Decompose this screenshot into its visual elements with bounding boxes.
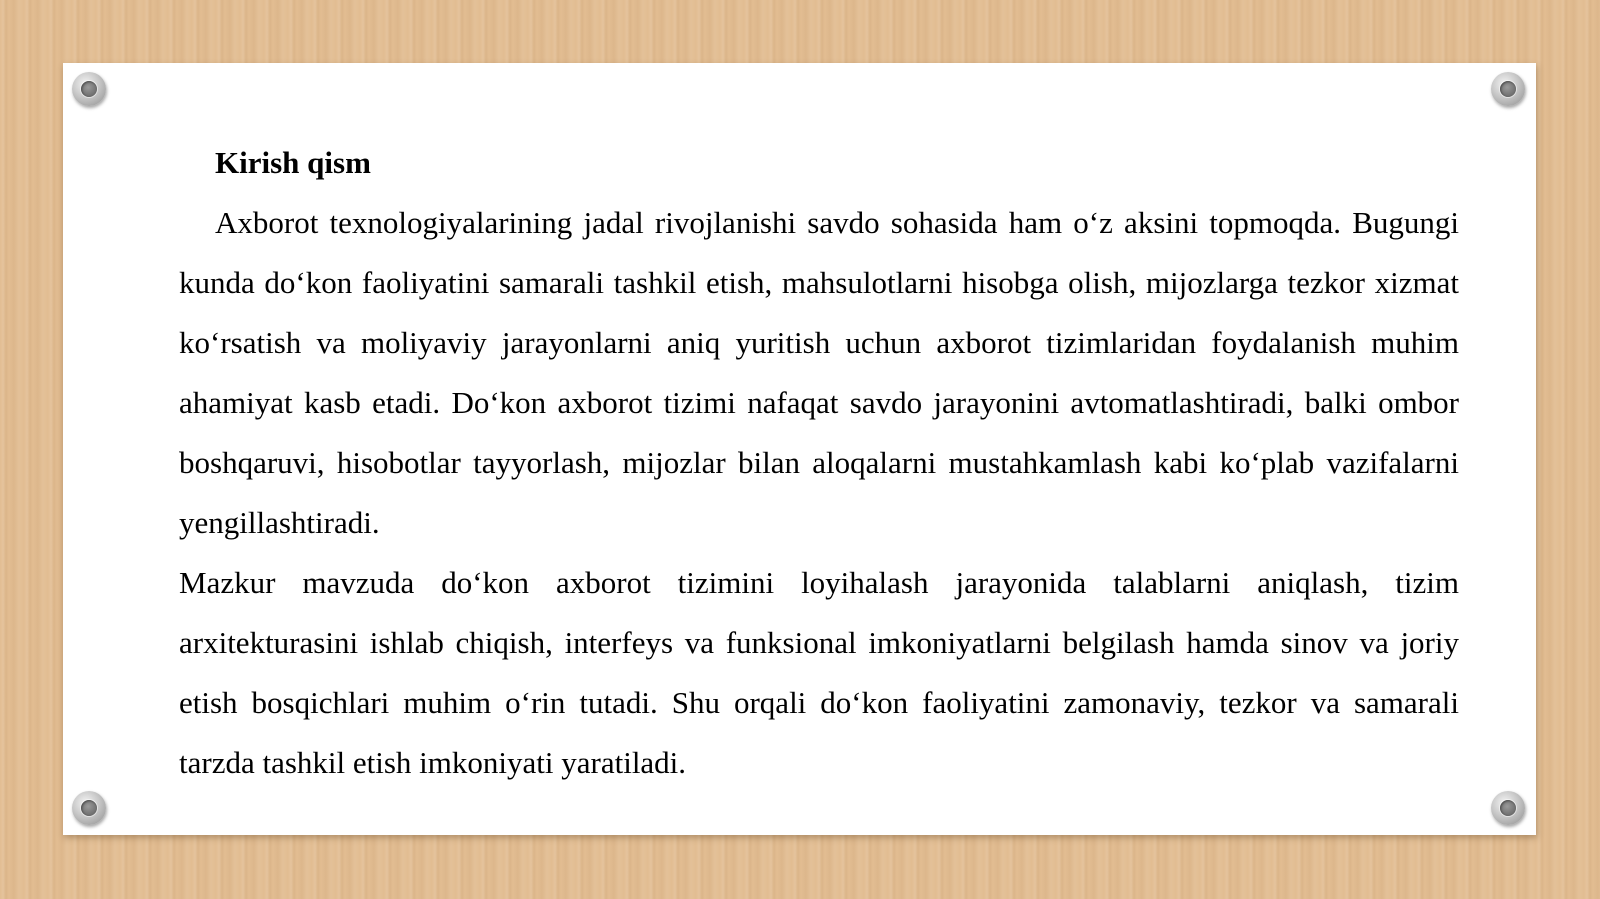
pin-icon xyxy=(72,791,106,825)
slide-board xyxy=(63,63,1536,835)
pin-icon xyxy=(1491,791,1525,825)
pin-icon xyxy=(72,72,106,106)
slide-content xyxy=(179,133,1459,793)
paragraph-topic: Mazkur mavzuda do‘kon axborot tizimini loyihalash jarayonida talablarni aniqlash, tizim arxitekturasini ishlab chiqish, interfeys va funksional imkoniyatlarni belgilash hamda sinov va joriy etish bosqichlari muhim o‘rin tutadi. Shu orqali do‘kon faoliyatini zamonaviy, tezkor va samarali tarzda tashkil etish imkoniyati yaratiladi. xyxy=(179,565,1459,780)
pin-icon xyxy=(1491,72,1525,106)
slide-heading: Kirish qism xyxy=(215,145,371,180)
paragraph-intro: Axborot texnologiyalarining jadal rivojlanishi savdo sohasida ham o‘z aksini topmoqda. Bugungi kunda do‘kon faoliyatini samarali tashkil etish, mahsulotlarni hisobga olish, mijozlarga tezkor xizmat ko‘rsatish va moliyaviy jarayonlarni aniq yuritish uchun axborot tizimlaridan foydalanish muhim ahamiyat kasb etadi. Do‘kon axborot tizimi nafaqat savdo jarayonini avtomatlashtiradi, balki ombor boshqaruvi, hisobotlar tayyorlash, mijozlar bilan aloqalarni mustahkamlash kabi ko‘plab vazifalarni yengillashtiradi. xyxy=(179,205,1459,540)
